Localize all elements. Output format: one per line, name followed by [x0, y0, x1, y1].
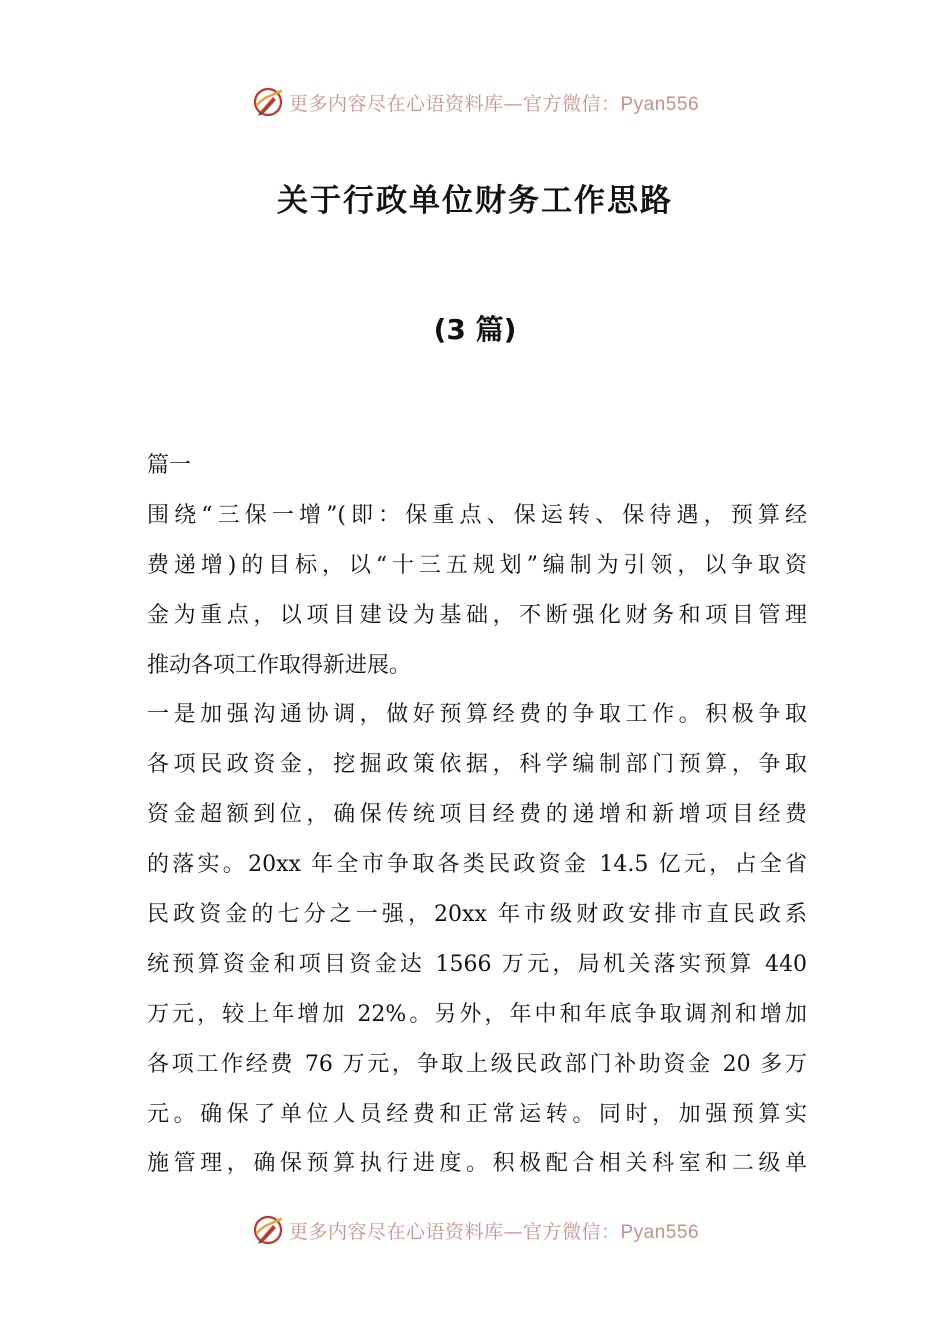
body-line: 万元，较上年增加 22%。另外，年中和年底争取调剂和增加 [147, 1001, 807, 1027]
body-line: 围绕“三保一增”(即：保重点、保运转、保待遇，预算经 [147, 502, 807, 528]
body-line: 一是加强沟通协调，做好预算经费的争取工作。积极争取 [147, 702, 807, 728]
document-title: 关于行政单位财务工作思路 [277, 183, 673, 219]
header-watermark [0, 82, 950, 122]
pen-ribbon-logo-icon [251, 1213, 285, 1247]
body-line: 的落实。20xx 年全市争取各类民政资金 14.5 亿元，占全省 [147, 852, 807, 878]
body-line: 元。确保了单位人员经费和正常运转。同时，加强预算实 [147, 1101, 807, 1127]
body-line: 金为重点，以项目建设为基础，不断强化财务和项目管理 [147, 602, 807, 628]
body-line: 民政资金的七分之一强，20xx 年市级财政安排市直民政系 [147, 902, 807, 928]
body-line: 施管理，确保预算执行进度。积极配合相关科室和二级单 [147, 1151, 807, 1177]
body-line: 各项工作经费 76 万元，争取上级民政部门补助资金 20 多万 [147, 1051, 807, 1077]
document-subtitle: (3 篇) [433, 313, 517, 346]
body-line: 费递增)的目标，以“十三五规划”编制为引领，以争取资 [147, 552, 807, 578]
body-line: 推动各项工作取得新进展。 [147, 652, 412, 678]
body-line: 资金超额到位，确保传统项目经费的递增和新增项目经费 [147, 802, 807, 828]
body-line: 各项民政资金，挖掘政策依据，科学编制部门预算，争取 [147, 752, 807, 778]
watermark-text: 更多内容尽在心语资料库—官方微信：Pyan556 [288, 1220, 700, 1243]
pen-ribbon-logo-icon [251, 85, 285, 119]
document-body [147, 448, 807, 1196]
section-heading: 篇一 [147, 453, 192, 478]
body-line: 统预算资金和项目资金达 1566 万元，局机关落实预算 440 [147, 951, 807, 977]
watermark-text: 更多内容尽在心语资料库—官方微信：Pyan556 [288, 92, 700, 115]
footer-watermark [0, 1210, 950, 1250]
